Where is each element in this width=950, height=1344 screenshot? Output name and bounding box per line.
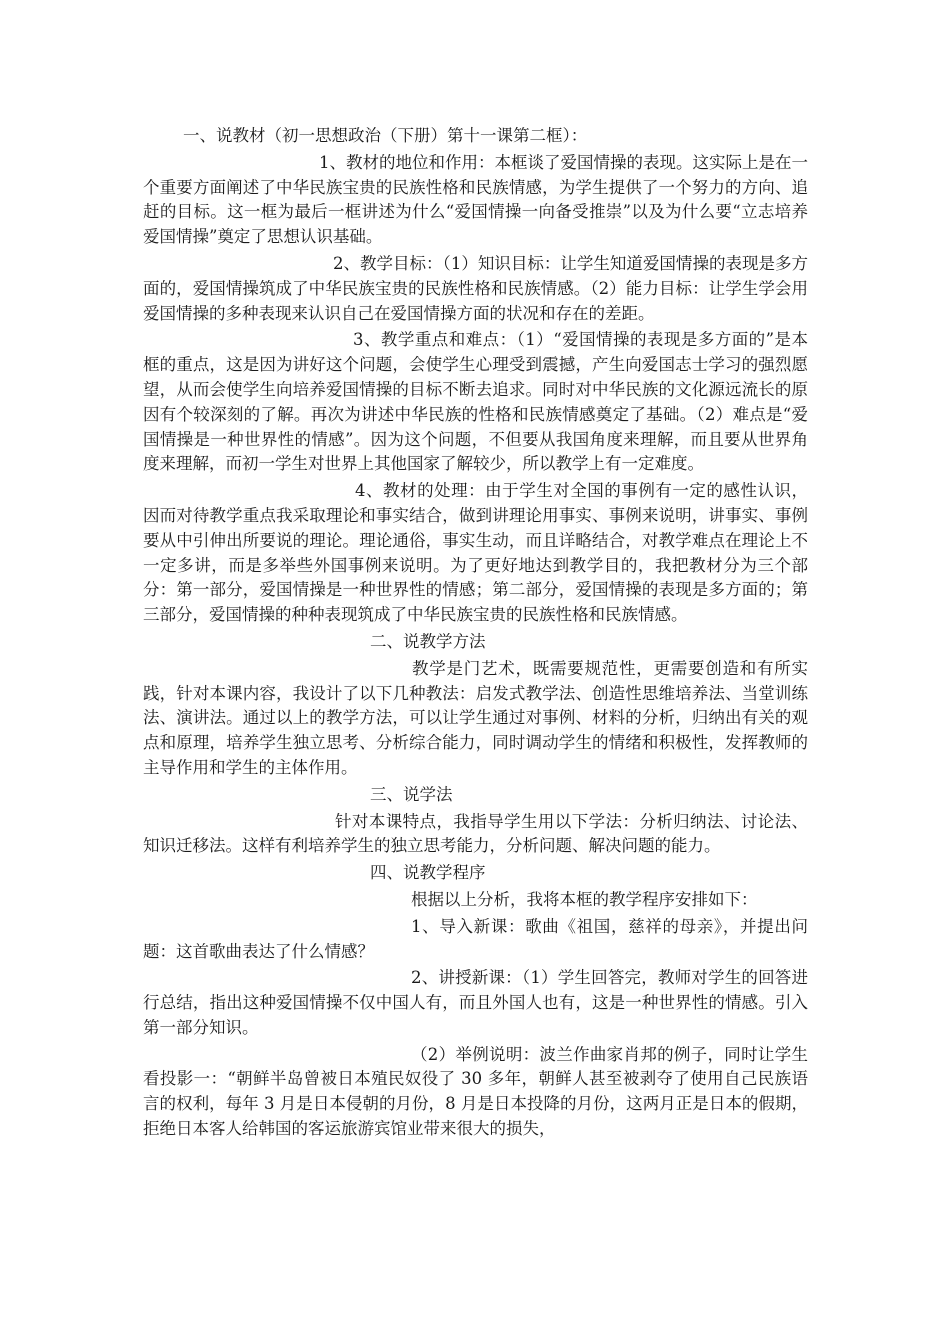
section-title-learning-method: 三、说学法	[370, 784, 453, 804]
paragraph-procedure-step-2: 2、讲授新课：（1）学生回答完，教师对学生的回答进行总结，指出这种爱国情操不仅中国人有，而且外国人也有，这是一种世界性的情感。引入第一部分知识。	[143, 968, 808, 1037]
paragraph-procedure-step-1: 1、导入新课：歌曲《祖国，慈祥的母亲》，并提出问题：这首歌曲表达了什么情感？	[143, 916, 808, 961]
section-title-textbook: 一、说教材（初一思想政治（下册）第十一课第二框）：	[183, 126, 588, 145]
paragraph-teaching-method: 教学是门艺术，既需要规范性，更需要创造和有所实践，针对本课内容，我设计了以下几种教法：启发式教学法、创造性思维培养法、当堂训练法、演讲法。通过以上的教学方法，可以让学生通过对事例、材料的分析，归纳出有关的观点和原理，培养学生独立思考、分析综合能力，同时调动学生的情绪和积极性，发挥教师的主导作用和学生的主体作用。	[143, 658, 808, 777]
paragraph-procedure-intro: 根据以上分析，我将本框的教学程序安排如下：	[411, 889, 758, 909]
section-title-teaching-method: 二、说教学方法	[370, 631, 486, 651]
paragraph-position-role: 1、教材的地位和作用：本框谈了爱国情操的表现。这实际上是在一个重要方面阐述了中华民族宝贵的民族性格和民族情感，为学生提供了一个努力的方向、追赶的目标。这一框为最后一框讲述为什么“爱国情操一向备受推崇”以及为什么要“立志培养爱国情操”奠定了思想认识基础。	[143, 152, 808, 247]
document-body	[143, 124, 808, 1144]
paragraph-learning-method: 针对本课特点，我指导学生用以下学法：分析归纳法、讨论法、知识迁移法。这样有利培养学生的独立思考能力，分析问题、解决问题的能力。	[143, 811, 808, 856]
paragraph-material-handling: 4、教材的处理：由于学生对全国的事例有一定的感性认识，因而对待教学重点我采取理论和事实结合，做到讲理论用事实、事例来说明，讲事实、事例要从中引伸出所要说的理论。理论通俗，事实生动，而且详略结合，对教学难点在理论上不一定多讲，而是多举些外国事例来说明。为了更好地达到教学目的，我把教材分为三个部分：第一部分，爱国情操是一种世界性的情感；第二部分，爱国情操的表现是多方面的；第三部分，爱国情操的种种表现筑成了中华民族宝贵的民族性格和民族情感。	[143, 481, 808, 625]
paragraph-teaching-goals: 2、教学目标：（1）知识目标：让学生知道爱国情操的表现是多方面的，爱国情操筑成了中华民族宝贵的民族性格和民族情感。（2）能力目标：让学生学会用爱国情操的多种表现来认识自己在爱国情操方面的状况和存在的差距。	[143, 253, 808, 323]
paragraph-procedure-example: （2）举例说明：波兰作曲家肖邦的例子，同时让学生看投影一：“朝鲜半岛曾被日本殖民奴役了 30 多年，朝鲜人甚至被剥夺了使用自己民族语言的权利，每年 3 月是日本侵朝的月份，8 月是日本投降的月份，这两月正是日本的假期，拒绝日本客人给韩国的客运旅游宾馆业带来很大的损失，	[143, 1044, 808, 1139]
section-title-teaching-procedure: 四、说教学程序	[370, 863, 486, 883]
paragraph-key-difficult-points: 3、教学重点和难点：（1）“爱国情操的表现是多方面的”是本框的重点，这是因为讲好这个问题，会使学生心理受到震撼，产生向爱国志士学习的强烈愿望，从而会使学生向培养爱国情操的目标不断去追求。同时对中华民族的文化源远流长的原因有个较深刻的了解。再次为讲述中华民族的性格和民族情感奠定了基础。（2）难点是“爱国情操是一种世界性的情感”。因为这个问题，不但要从我国角度来理解，而且要从世界角度来理解，而初一学生对世界上其他国家了解较少，所以教学上有一定难度。	[143, 330, 808, 474]
